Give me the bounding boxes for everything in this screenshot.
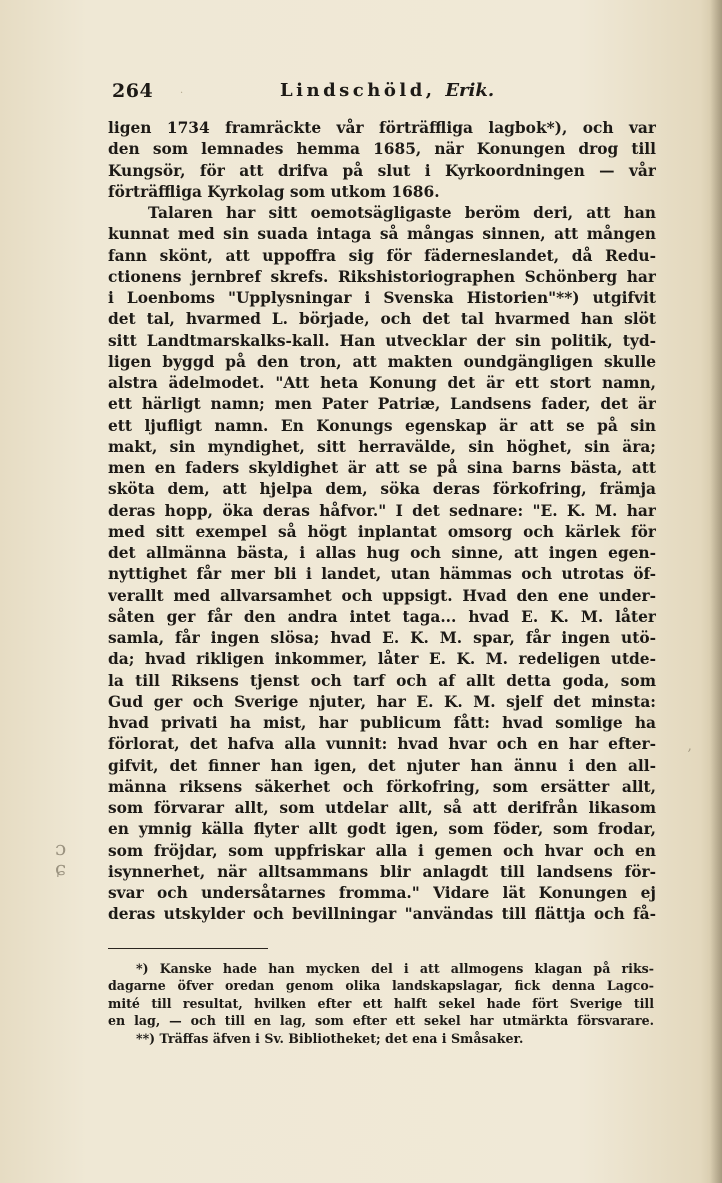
text-line: i Loenboms "Upplysningar i Svenska Historien"**) utgifvit xyxy=(108,289,656,307)
text-line: samla, får ingen slösa; hvad E. K. M. spar, får ingen utö- xyxy=(108,629,656,647)
text-line: fann skönt, att uppoffra sig för fäderneslandet, då Redu- xyxy=(108,246,656,265)
text-line: Kungsör, för att drifva på slut i Kyrkoordningen — vår xyxy=(108,161,656,180)
footnote-line: mité till resultat, hvilken efter ett halft sekel hade fört Sverige till xyxy=(108,995,654,1011)
footnotes xyxy=(108,960,654,1047)
text-line: deras utskylder och bevillningar "användas till flättja och få- xyxy=(108,905,656,924)
text-line: la till Riksens tjenst och tarf och af allt detta goda, som xyxy=(108,671,656,690)
body-text xyxy=(108,118,656,926)
footnote-line: en lag, — och till en lag, som efter ett sekel har utmärkta försvarare. xyxy=(108,1013,654,1029)
footnote-line: *) Kanske hade han mycken del i att allmogens klagan på riks- xyxy=(136,961,654,976)
page-number: 264 xyxy=(112,80,154,102)
footnote-divider xyxy=(108,948,268,949)
margin-pencil-mark: ɔ ɕ xyxy=(55,836,67,880)
footnote-line: **) Träffas äfven i Sv. Bibliotheket; det ena i Småsaker. xyxy=(136,1030,524,1046)
text-line: gifvit, det finner han igen, det njuter han ännu i den all- xyxy=(108,756,656,775)
text-line: männa riksens säkerhet och förkofring, som ersätter allt, xyxy=(108,777,656,796)
text-line: ligen 1734 framräckte vår förträffliga lagbok*), och var xyxy=(108,119,656,137)
text-line: förlorat, det hafva alla vunnit: hvad hvar och en har efter- xyxy=(108,735,656,754)
text-line: ctionens jernbref skrefs. Rikshistoriographen Schönberg har xyxy=(108,267,656,286)
text-line: men en faders skyldighet är att se på sina barns bästa, att xyxy=(108,459,656,477)
text-line: Talaren har sitt oemotsägligaste beröm deri, att han xyxy=(148,204,656,222)
print-mark: · xyxy=(180,88,184,99)
text-line: såten ger får den andra intet taga... hvad E. K. M. låter xyxy=(108,607,656,626)
text-line: en ymnig källa flyter allt godt igen, som föder, som frodar, xyxy=(108,820,656,839)
text-line: ligen byggd på den tron, att makten oundgängligen skulle xyxy=(108,352,656,371)
text-line: som fröjdar, som uppfriskar alla i gemen och hvar och en xyxy=(108,841,656,860)
text-line: sitt Landtmarskalks-kall. Han utvecklar der sin politik, tyd- xyxy=(108,331,656,350)
text-line: sköta dem, att hjelpa dem, söka deras förkofring, främja xyxy=(108,480,656,499)
text-line: det allmänna bästa, i allas hug och sinne, att ingen egen- xyxy=(108,544,656,562)
text-line: ett härligt namn; men Pater Patriæ, Landsens fader, det är xyxy=(108,395,656,414)
text-line: kunnat med sin suada intaga så mångas sinnen, att mången xyxy=(108,225,656,244)
page-spine-shadow xyxy=(710,0,722,1183)
text-line: svar och undersåtarnes fromma." Vidare lät Konungen ej xyxy=(108,884,656,902)
text-line: ett ljufligt namn. En Konungs egenskap är att se på sin xyxy=(108,416,656,435)
text-line: förträffliga Kyrkolag som utkom 1686. xyxy=(108,182,440,201)
text-line: det tal, hvarmed L. började, och det tal hvarmed han slöt xyxy=(108,310,656,329)
running-title-given: Erik. xyxy=(445,80,495,101)
text-line: Gud ger och Sverige njuter, har E. K. M. sjelf det minsta: xyxy=(108,692,656,711)
running-title-name: Lindschöld, xyxy=(280,80,436,101)
running-title xyxy=(280,80,494,101)
text-line: isynnerhet, när alltsammans blir anlagdt till landsens för- xyxy=(108,862,656,881)
text-line: deras hopp, öka deras håfvor." I det sednare: "E. K. M. har xyxy=(108,501,656,520)
text-line: som förvarar allt, som utdelar allt, så att derifrån likasom xyxy=(108,799,656,817)
edge-mark: , xyxy=(687,738,692,754)
text-line: alstra ädelmodet. "Att heta Konung det är ett stort namn, xyxy=(108,374,656,392)
text-line: nyttighet får mer bli i landet, utan hämmas och utrotas öf- xyxy=(108,565,656,584)
running-header xyxy=(112,80,652,106)
text-line: makt, sin myndighet, sitt herravälde, sin höghet, sin ära; xyxy=(108,437,656,456)
text-line: da; hvad rikligen inkommer, låter E. K. M. redeligen utde- xyxy=(108,650,656,669)
text-line: med sitt exempel så högt inplantat omsorg och kärlek för xyxy=(108,522,656,541)
footnote-line: dagarne öfver oredan genom olika landskapslagar, fick denna Lagco- xyxy=(108,978,654,994)
text-line: den som lemnades hemma 1685, när Konungen drog till xyxy=(108,140,656,159)
text-line: hvad privati ha mist, har publicum fått: hvad somlige ha xyxy=(108,714,656,732)
text-line: verallt med allvarsamhet och uppsigt. Hvad den ene under- xyxy=(108,586,656,605)
